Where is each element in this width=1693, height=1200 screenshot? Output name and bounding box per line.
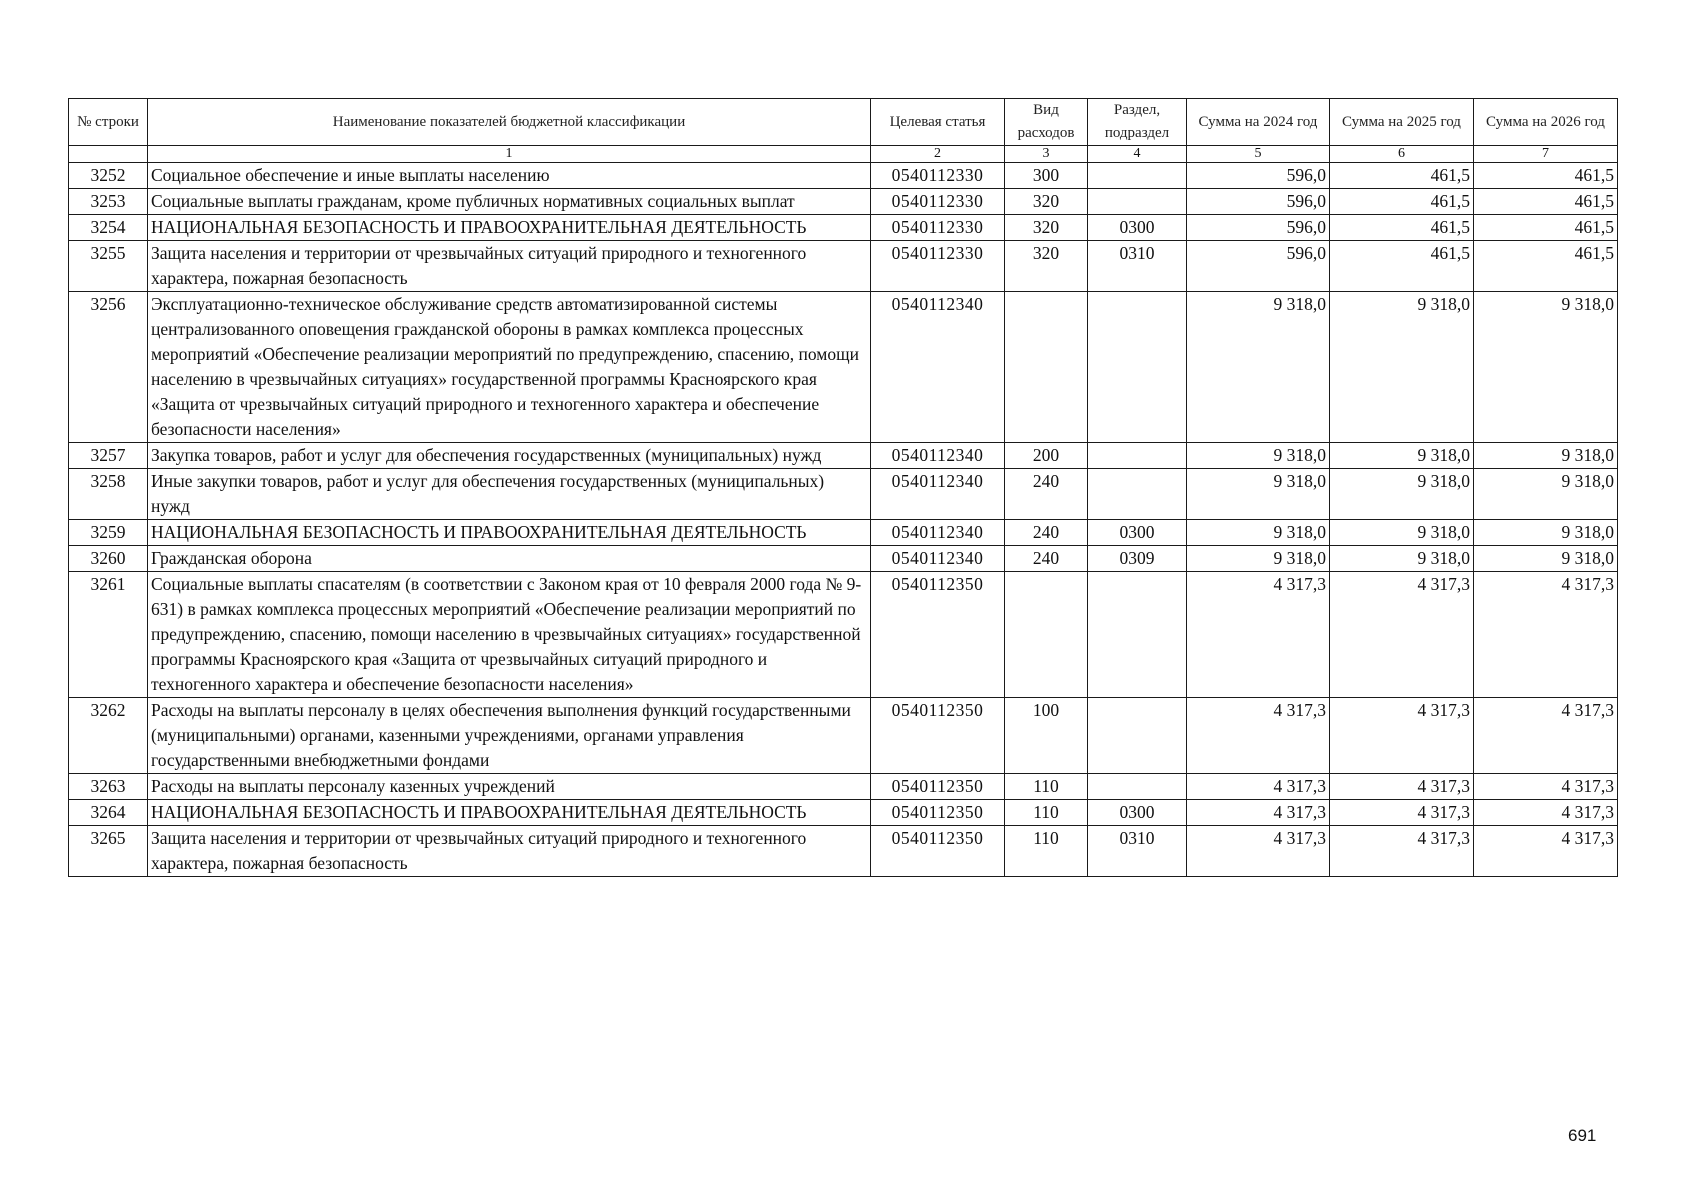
- row-vid: 240: [1005, 520, 1088, 546]
- row-name: Расходы на выплаты персоналу в целях обеспечения выполнения функций государственными (муниципальными) органами, казенными учреждениями, органами управления государственными внебюджетными фондами: [148, 698, 871, 774]
- table-row: [69, 546, 1618, 572]
- row-sum-2024: 4 317,3: [1187, 826, 1330, 877]
- row-sum-2025: 4 317,3: [1330, 774, 1474, 800]
- table-header-row: [69, 99, 1618, 146]
- row-sum-2026: 461,5: [1474, 215, 1618, 241]
- row-vid: 110: [1005, 774, 1088, 800]
- row-vid: 300: [1005, 163, 1088, 189]
- row-sum-2024: 9 318,0: [1187, 469, 1330, 520]
- table-row: [69, 520, 1618, 546]
- table-row: [69, 163, 1618, 189]
- row-vid: 320: [1005, 215, 1088, 241]
- row-sum-2024: 4 317,3: [1187, 774, 1330, 800]
- table-body: [69, 163, 1618, 877]
- row-sum-2024: 596,0: [1187, 163, 1330, 189]
- row-target-code: 0540112340: [871, 292, 1005, 443]
- column-number: 3: [1005, 146, 1088, 163]
- row-sum-2024: 9 318,0: [1187, 443, 1330, 469]
- row-target-code: 0540112330: [871, 163, 1005, 189]
- row-sum-2026: 4 317,3: [1474, 800, 1618, 826]
- row-razdel: 0309: [1088, 546, 1187, 572]
- row-razdel: [1088, 189, 1187, 215]
- row-number: 3259: [69, 520, 148, 546]
- row-razdel: 0310: [1088, 826, 1187, 877]
- column-numbers-row: [69, 146, 1618, 163]
- row-razdel: [1088, 572, 1187, 698]
- row-number: 3262: [69, 698, 148, 774]
- row-target-code: 0540112350: [871, 698, 1005, 774]
- row-razdel: 0310: [1088, 241, 1187, 292]
- row-name: НАЦИОНАЛЬНАЯ БЕЗОПАСНОСТЬ И ПРАВООХРАНИТЕЛЬНАЯ ДЕЯТЕЛЬНОСТЬ: [148, 520, 871, 546]
- column-number: 7: [1474, 146, 1618, 163]
- header-name: Наименование показателей бюджетной классификации: [148, 99, 871, 146]
- row-name: Социальные выплаты спасателям (в соответствии с Законом края от 10 февраля 2000 года № 9-631) в рамках комплекса процессных мероприятий «Обеспечение реализации мероприятий по предупреждению, спасению, помощи населению в чрезвычайных ситуациях» государственной программы Красноярского края «Защита от чрезвычайных ситуаций природного и техногенного характера и обеспечение безопасности населения»: [148, 572, 871, 698]
- row-sum-2024: 4 317,3: [1187, 572, 1330, 698]
- row-vid: 110: [1005, 800, 1088, 826]
- row-razdel: 0300: [1088, 215, 1187, 241]
- column-number: 4: [1088, 146, 1187, 163]
- row-number: 3258: [69, 469, 148, 520]
- row-vid: 320: [1005, 189, 1088, 215]
- row-razdel: [1088, 469, 1187, 520]
- row-sum-2024: 596,0: [1187, 189, 1330, 215]
- page-number: 691: [1568, 1126, 1597, 1145]
- table-row: [69, 215, 1618, 241]
- row-name: НАЦИОНАЛЬНАЯ БЕЗОПАСНОСТЬ И ПРАВООХРАНИТЕЛЬНАЯ ДЕЯТЕЛЬНОСТЬ: [148, 215, 871, 241]
- header-vid: Вид расходов: [1005, 99, 1088, 146]
- row-target-code: 0540112350: [871, 826, 1005, 877]
- table-row: [69, 189, 1618, 215]
- row-name: Защита населения и территории от чрезвычайных ситуаций природного и техногенного характера, пожарная безопасность: [148, 241, 871, 292]
- row-sum-2025: 4 317,3: [1330, 826, 1474, 877]
- row-target-code: 0540112330: [871, 241, 1005, 292]
- row-vid: 200: [1005, 443, 1088, 469]
- row-sum-2026: 461,5: [1474, 189, 1618, 215]
- row-sum-2025: 461,5: [1330, 241, 1474, 292]
- row-name: НАЦИОНАЛЬНАЯ БЕЗОПАСНОСТЬ И ПРАВООХРАНИТЕЛЬНАЯ ДЕЯТЕЛЬНОСТЬ: [148, 800, 871, 826]
- row-sum-2025: 461,5: [1330, 215, 1474, 241]
- row-razdel: [1088, 774, 1187, 800]
- row-sum-2026: 9 318,0: [1474, 546, 1618, 572]
- row-sum-2025: 461,5: [1330, 163, 1474, 189]
- row-razdel: [1088, 163, 1187, 189]
- row-target-code: 0540112350: [871, 774, 1005, 800]
- table-row: [69, 443, 1618, 469]
- row-razdel: 0300: [1088, 800, 1187, 826]
- row-sum-2024: 596,0: [1187, 241, 1330, 292]
- row-number: 3260: [69, 546, 148, 572]
- header-target: Целевая статья: [871, 99, 1005, 146]
- table-row: [69, 774, 1618, 800]
- row-sum-2024: 9 318,0: [1187, 546, 1330, 572]
- header-razdel: Раздел, подраздел: [1088, 99, 1187, 146]
- row-number: 3256: [69, 292, 148, 443]
- row-vid: 320: [1005, 241, 1088, 292]
- row-sum-2026: 9 318,0: [1474, 292, 1618, 443]
- row-number: 3253: [69, 189, 148, 215]
- row-vid: 110: [1005, 826, 1088, 877]
- row-sum-2024: 9 318,0: [1187, 520, 1330, 546]
- row-sum-2024: 4 317,3: [1187, 698, 1330, 774]
- column-number: 1: [148, 146, 871, 163]
- column-number: 2: [871, 146, 1005, 163]
- row-sum-2025: 4 317,3: [1330, 800, 1474, 826]
- row-sum-2025: 461,5: [1330, 189, 1474, 215]
- table-row: [69, 241, 1618, 292]
- row-target-code: 0540112340: [871, 443, 1005, 469]
- row-target-code: 0540112350: [871, 572, 1005, 698]
- row-name: Социальные выплаты гражданам, кроме публичных нормативных социальных выплат: [148, 189, 871, 215]
- row-sum-2025: 9 318,0: [1330, 469, 1474, 520]
- row-razdel: [1088, 443, 1187, 469]
- row-sum-2026: 9 318,0: [1474, 520, 1618, 546]
- row-vid: [1005, 292, 1088, 443]
- row-target-code: 0540112340: [871, 546, 1005, 572]
- row-razdel: [1088, 292, 1187, 443]
- row-sum-2026: 4 317,3: [1474, 826, 1618, 877]
- row-sum-2026: 461,5: [1474, 163, 1618, 189]
- table-row: [69, 292, 1618, 443]
- table-row: [69, 469, 1618, 520]
- row-vid: 240: [1005, 546, 1088, 572]
- row-sum-2025: 9 318,0: [1330, 292, 1474, 443]
- budget-table: [68, 98, 1618, 877]
- row-sum-2024: 596,0: [1187, 215, 1330, 241]
- row-sum-2026: 461,5: [1474, 241, 1618, 292]
- row-vid: 100: [1005, 698, 1088, 774]
- row-sum-2024: 9 318,0: [1187, 292, 1330, 443]
- row-sum-2024: 4 317,3: [1187, 800, 1330, 826]
- row-name: Эксплуатационно-техническое обслуживание средств автоматизированной системы централизованного оповещения гражданской обороны в рамках комплекса процессных мероприятий «Обеспечение реализации мероприятий по предупреждению, спасению, помощи населению в чрезвычайных ситуациях» государственной программы Красноярского края «Защита от чрезвычайных ситуаций природного и техногенного характера и обеспечение безопасности населения»: [148, 292, 871, 443]
- row-razdel: 0300: [1088, 520, 1187, 546]
- row-target-code: 0540112350: [871, 800, 1005, 826]
- row-sum-2026: 4 317,3: [1474, 774, 1618, 800]
- row-number: 3265: [69, 826, 148, 877]
- row-sum-2025: 4 317,3: [1330, 572, 1474, 698]
- row-name: Иные закупки товаров, работ и услуг для обеспечения государственных (муниципальных) нужд: [148, 469, 871, 520]
- table-row: [69, 698, 1618, 774]
- row-razdel: [1088, 698, 1187, 774]
- row-number: 3255: [69, 241, 148, 292]
- row-number: 3252: [69, 163, 148, 189]
- header-sum-2024: Сумма на 2024 год: [1187, 99, 1330, 146]
- row-vid: [1005, 572, 1088, 698]
- row-sum-2025: 9 318,0: [1330, 443, 1474, 469]
- row-target-code: 0540112340: [871, 520, 1005, 546]
- row-name: Гражданская оборона: [148, 546, 871, 572]
- row-sum-2025: 9 318,0: [1330, 520, 1474, 546]
- header-sum-2026: Сумма на 2026 год: [1474, 99, 1618, 146]
- row-name: Расходы на выплаты персоналу казенных учреждений: [148, 774, 871, 800]
- row-number: 3264: [69, 800, 148, 826]
- row-target-code: 0540112330: [871, 215, 1005, 241]
- column-number: 6: [1330, 146, 1474, 163]
- row-sum-2025: 9 318,0: [1330, 546, 1474, 572]
- row-sum-2025: 4 317,3: [1330, 698, 1474, 774]
- row-number: 3257: [69, 443, 148, 469]
- row-name: Закупка товаров, работ и услуг для обеспечения государственных (муниципальных) нужд: [148, 443, 871, 469]
- table-row: [69, 800, 1618, 826]
- column-number: 5: [1187, 146, 1330, 163]
- row-target-code: 0540112330: [871, 189, 1005, 215]
- row-number: 3254: [69, 215, 148, 241]
- header-sum-2025: Сумма на 2025 год: [1330, 99, 1474, 146]
- table-row: [69, 826, 1618, 877]
- row-sum-2026: 9 318,0: [1474, 443, 1618, 469]
- row-vid: 240: [1005, 469, 1088, 520]
- row-sum-2026: 9 318,0: [1474, 469, 1618, 520]
- row-number: 3263: [69, 774, 148, 800]
- row-name: Защита населения и территории от чрезвычайных ситуаций природного и техногенного характера, пожарная безопасность: [148, 826, 871, 877]
- row-sum-2026: 4 317,3: [1474, 698, 1618, 774]
- row-number: 3261: [69, 572, 148, 698]
- row-name: Социальное обеспечение и иные выплаты населению: [148, 163, 871, 189]
- row-sum-2026: 4 317,3: [1474, 572, 1618, 698]
- column-number: [69, 146, 148, 163]
- header-row-no: № строки: [69, 99, 148, 146]
- row-target-code: 0540112340: [871, 469, 1005, 520]
- table-row: [69, 572, 1618, 698]
